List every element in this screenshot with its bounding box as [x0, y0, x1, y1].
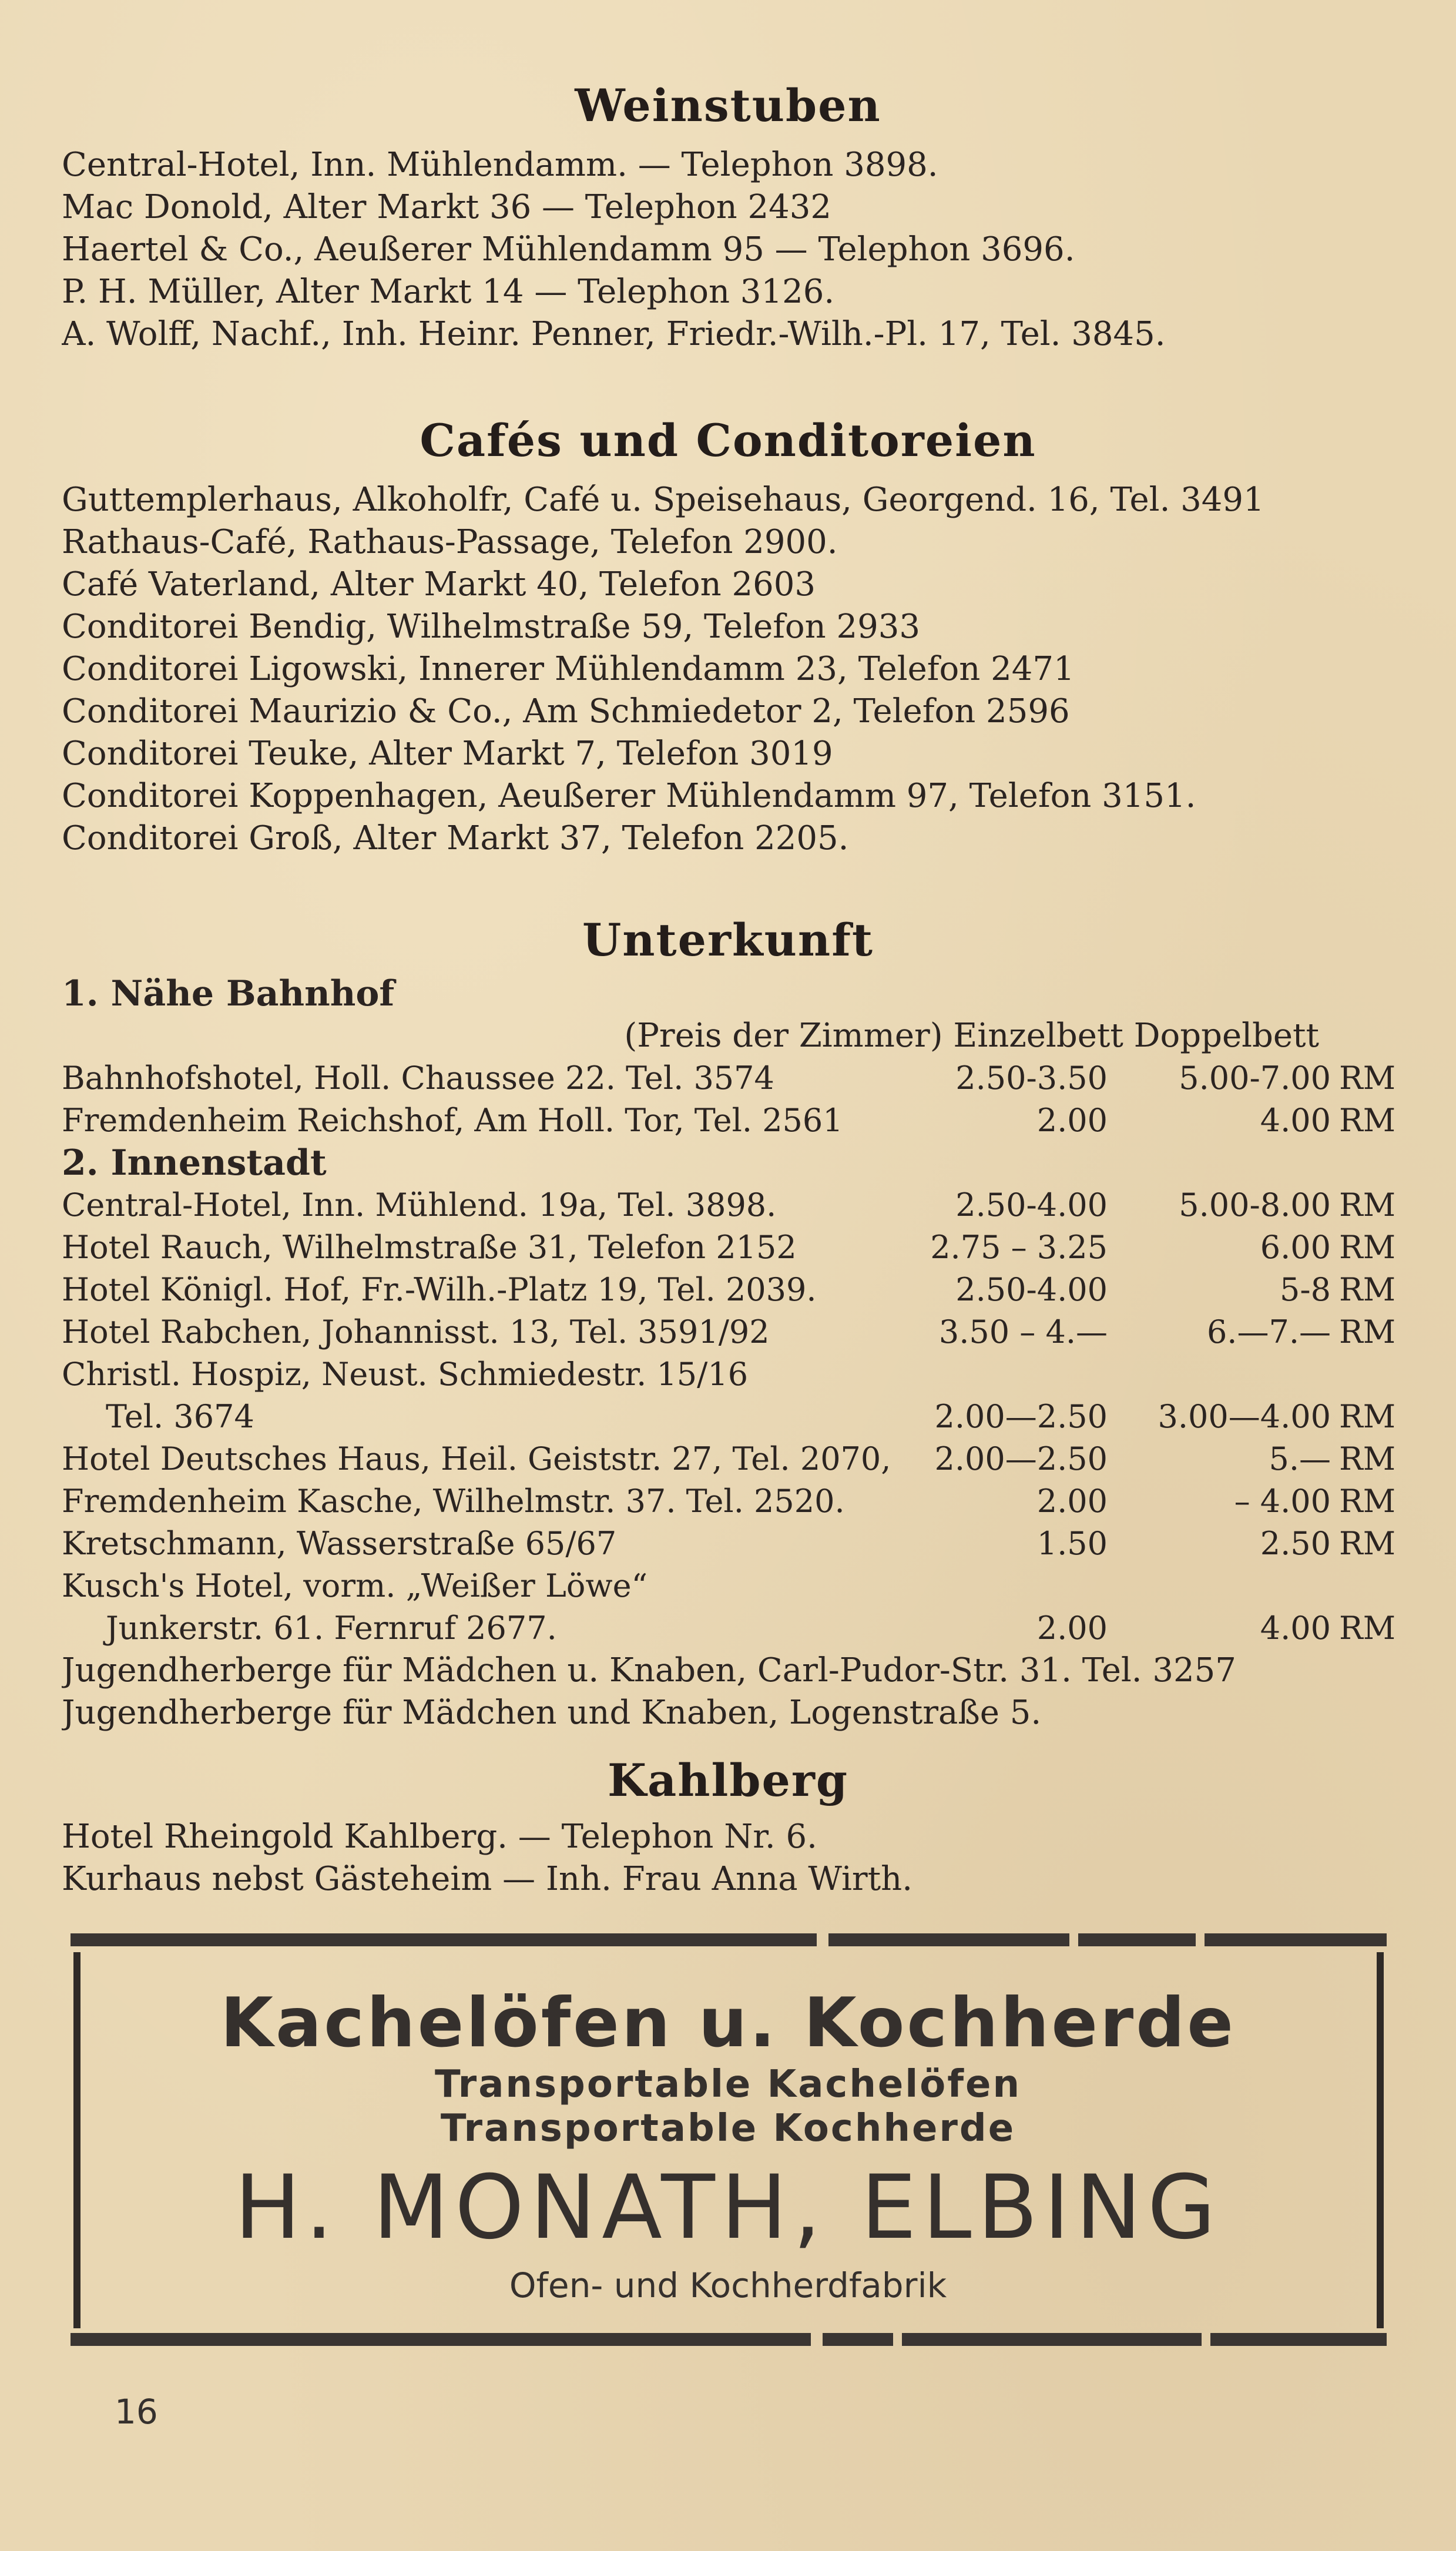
weinstuben-line: A. Wolff, Nachf., Inh. Heinr. Penner, Friedr.-Wilh.-Pl. 17, Tel. 3845.: [62, 315, 1166, 353]
table-row: [62, 1226, 1395, 1269]
table-row: [62, 1099, 1395, 1142]
price-unit: RM: [1339, 1313, 1395, 1350]
hotel-name: Fremdenheim Reichshof, Am Holl. Tor, Tel. 2561: [62, 1102, 843, 1139]
price-double: 5-8: [1280, 1271, 1331, 1308]
table-row: [62, 1565, 1395, 1607]
table-row: [62, 1353, 1395, 1396]
price-single: 1.50: [1036, 1525, 1108, 1562]
cafe-line: Guttemplerhaus, Alkoholfr, Café u. Speisehaus, Georgend. 16, Tel. 3491: [62, 481, 1264, 519]
price-single: 2.50-3.50: [955, 1060, 1108, 1097]
price-double: 2.50: [1260, 1525, 1331, 1562]
table-row: [62, 1269, 1395, 1311]
ad-top-rule: [71, 1933, 1387, 1946]
kahlberg-line: Hotel Rheingold Kahlberg. — Telephon Nr. 6.: [62, 1818, 817, 1856]
price-double: 4.00: [1260, 1102, 1331, 1139]
hotel-name: Hotel Königl. Hof, Fr.-Wilh.-Platz 19, Tel. 2039.: [62, 1271, 817, 1308]
price-double: 4.00: [1260, 1610, 1331, 1647]
price-double: 5.—: [1269, 1440, 1331, 1477]
price-double: – 4.00: [1234, 1483, 1331, 1520]
table-row: [62, 1184, 1395, 1226]
cafe-line: Conditorei Teuke, Alter Markt 7, Telefon 3019: [62, 735, 833, 773]
ad-tagline: Ofen- und Kochherdfabrik: [509, 2265, 947, 2305]
price-single: 3.50 – 4.—: [938, 1313, 1108, 1350]
hotel-name: Fremdenheim Kasche, Wilhelmstr. 37. Tel. 2520.: [62, 1483, 845, 1520]
heading-weinstuben: Weinstuben: [575, 79, 881, 132]
price-single: 2.00: [1036, 1483, 1108, 1520]
ad-headline: Kachelöfen u. Kochherde: [220, 1983, 1236, 2063]
price-unit: RM: [1339, 1483, 1395, 1520]
hotel-name: Tel. 3674: [106, 1398, 254, 1435]
cafe-line: Conditorei Maurizio & Co., Am Schmiedetor 2, Telefon 2596: [62, 692, 1070, 730]
price-unit: RM: [1339, 1525, 1395, 1562]
subheading-innenstadt: 2. Innenstadt: [62, 1142, 327, 1184]
ad-line-1: Transportable Kachelöfen: [435, 2063, 1021, 2106]
price-single: 2.00: [1036, 1102, 1108, 1139]
hotel-name: Kretschmann, Wasserstraße 65/67: [62, 1525, 617, 1562]
heading-kahlberg: Kahlberg: [607, 1754, 849, 1806]
cafe-line: Conditorei Ligowski, Innerer Mühlendamm 23, Telefon 2471: [62, 650, 1075, 688]
price-double: 6.00: [1260, 1229, 1331, 1266]
page-number: 16: [115, 2392, 158, 2432]
subheading-bahnhof: 1. Nähe Bahnhof: [62, 973, 395, 1014]
cafe-line: Café Vaterland, Alter Markt 40, Telefon 2603: [62, 565, 816, 604]
price-double: 3.00—4.00: [1158, 1398, 1331, 1435]
cafe-line: Conditorei Groß, Alter Markt 37, Telefon 2205.: [62, 819, 849, 857]
weinstuben-line: Mac Donold, Alter Markt 36 — Telephon 2432: [62, 188, 832, 226]
price-double: 5.00-8.00: [1179, 1186, 1331, 1223]
cafe-line: Conditorei Bendig, Wilhelmstraße 59, Telefon 2933: [62, 608, 921, 646]
ad-company: H. MONATH, ELBING: [234, 2157, 1222, 2259]
price-single: 2.75 – 3.25: [930, 1229, 1108, 1266]
kahlberg-line: Kurhaus nebst Gästeheim — Inh. Frau Anna Wirth.: [62, 1860, 913, 1898]
hotel-name: Kusch's Hotel, vorm. „Weißer Löwe“: [62, 1567, 648, 1604]
price-unit: RM: [1339, 1398, 1395, 1435]
heading-cafes: Cafés und Conditoreien: [420, 414, 1036, 467]
table-row: [62, 1480, 1395, 1523]
hotel-name: Hotel Rauch, Wilhelmstraße 31, Telefon 2152: [62, 1229, 797, 1266]
heading-unterkunft: Unterkunft: [582, 914, 874, 966]
weinstuben-line: Central-Hotel, Inn. Mühlendamm. — Telephon 3898.: [62, 146, 938, 184]
hotel-name: Bahnhofshotel, Holl. Chaussee 22. Tel. 3574: [62, 1060, 774, 1097]
table-row: [62, 1607, 1395, 1650]
weinstuben-line: P. H. Müller, Alter Markt 14 — Telephon 3126.: [62, 273, 835, 311]
table-row: [62, 1396, 1395, 1438]
price-double: 5.00-7.00: [1179, 1060, 1331, 1097]
cafe-line: Rathaus-Café, Rathaus-Passage, Telefon 2900.: [62, 523, 838, 561]
price-unit: RM: [1339, 1102, 1395, 1139]
price-single: 2.00—2.50: [934, 1440, 1108, 1477]
cafe-line: Conditorei Koppenhagen, Aeußerer Mühlendamm 97, Telefon 3151.: [62, 777, 1196, 815]
ad-line-2: Transportable Kochherde: [440, 2107, 1016, 2150]
hotel-name: Hotel Rabchen, Johannisst. 13, Tel. 3591/92: [62, 1313, 770, 1350]
price-unit: RM: [1339, 1060, 1395, 1097]
price-single: 2.50-4.00: [955, 1186, 1108, 1223]
table-row: [62, 1523, 1395, 1565]
price-single: 2.00—2.50: [934, 1398, 1108, 1435]
price-single: 2.00: [1036, 1610, 1108, 1647]
hotel-name: Junkerstr. 61. Fernruf 2677.: [106, 1610, 557, 1647]
price-unit: RM: [1339, 1440, 1395, 1477]
jugendherberge-line: Jugendherberge für Mädchen u. Knaben, Carl-Pudor-Str. 31. Tel. 3257: [62, 1651, 1236, 1690]
hotel-name: Christl. Hospiz, Neust. Schmiedestr. 15/16: [62, 1356, 749, 1393]
price-unit: RM: [1339, 1186, 1395, 1223]
price-column-header: (Preis der Zimmer) Einzelbett Doppelbett: [624, 1017, 1319, 1055]
hotel-name: Central-Hotel, Inn. Mühlend. 19a, Tel. 3898.: [62, 1186, 777, 1223]
price-single: 2.50-4.00: [955, 1271, 1108, 1308]
table-row: [62, 1438, 1395, 1480]
weinstuben-line: Haertel & Co., Aeußerer Mühlendamm 95 — Telephon 3696.: [62, 230, 1075, 269]
price-unit: RM: [1339, 1229, 1395, 1266]
jugendherberge-line: Jugendherberge für Mädchen und Knaben, Logenstraße 5.: [62, 1694, 1042, 1732]
ad-bottom-rule: [71, 2333, 1387, 2346]
table-row: [62, 1057, 1395, 1099]
price-unit: RM: [1339, 1610, 1395, 1647]
hotel-name: Hotel Deutsches Haus, Heil. Geiststr. 27, Tel. 2070,: [62, 1440, 891, 1477]
table-row: [62, 1311, 1395, 1353]
price-unit: RM: [1339, 1271, 1395, 1308]
price-double: 6.—7.—: [1206, 1313, 1331, 1350]
